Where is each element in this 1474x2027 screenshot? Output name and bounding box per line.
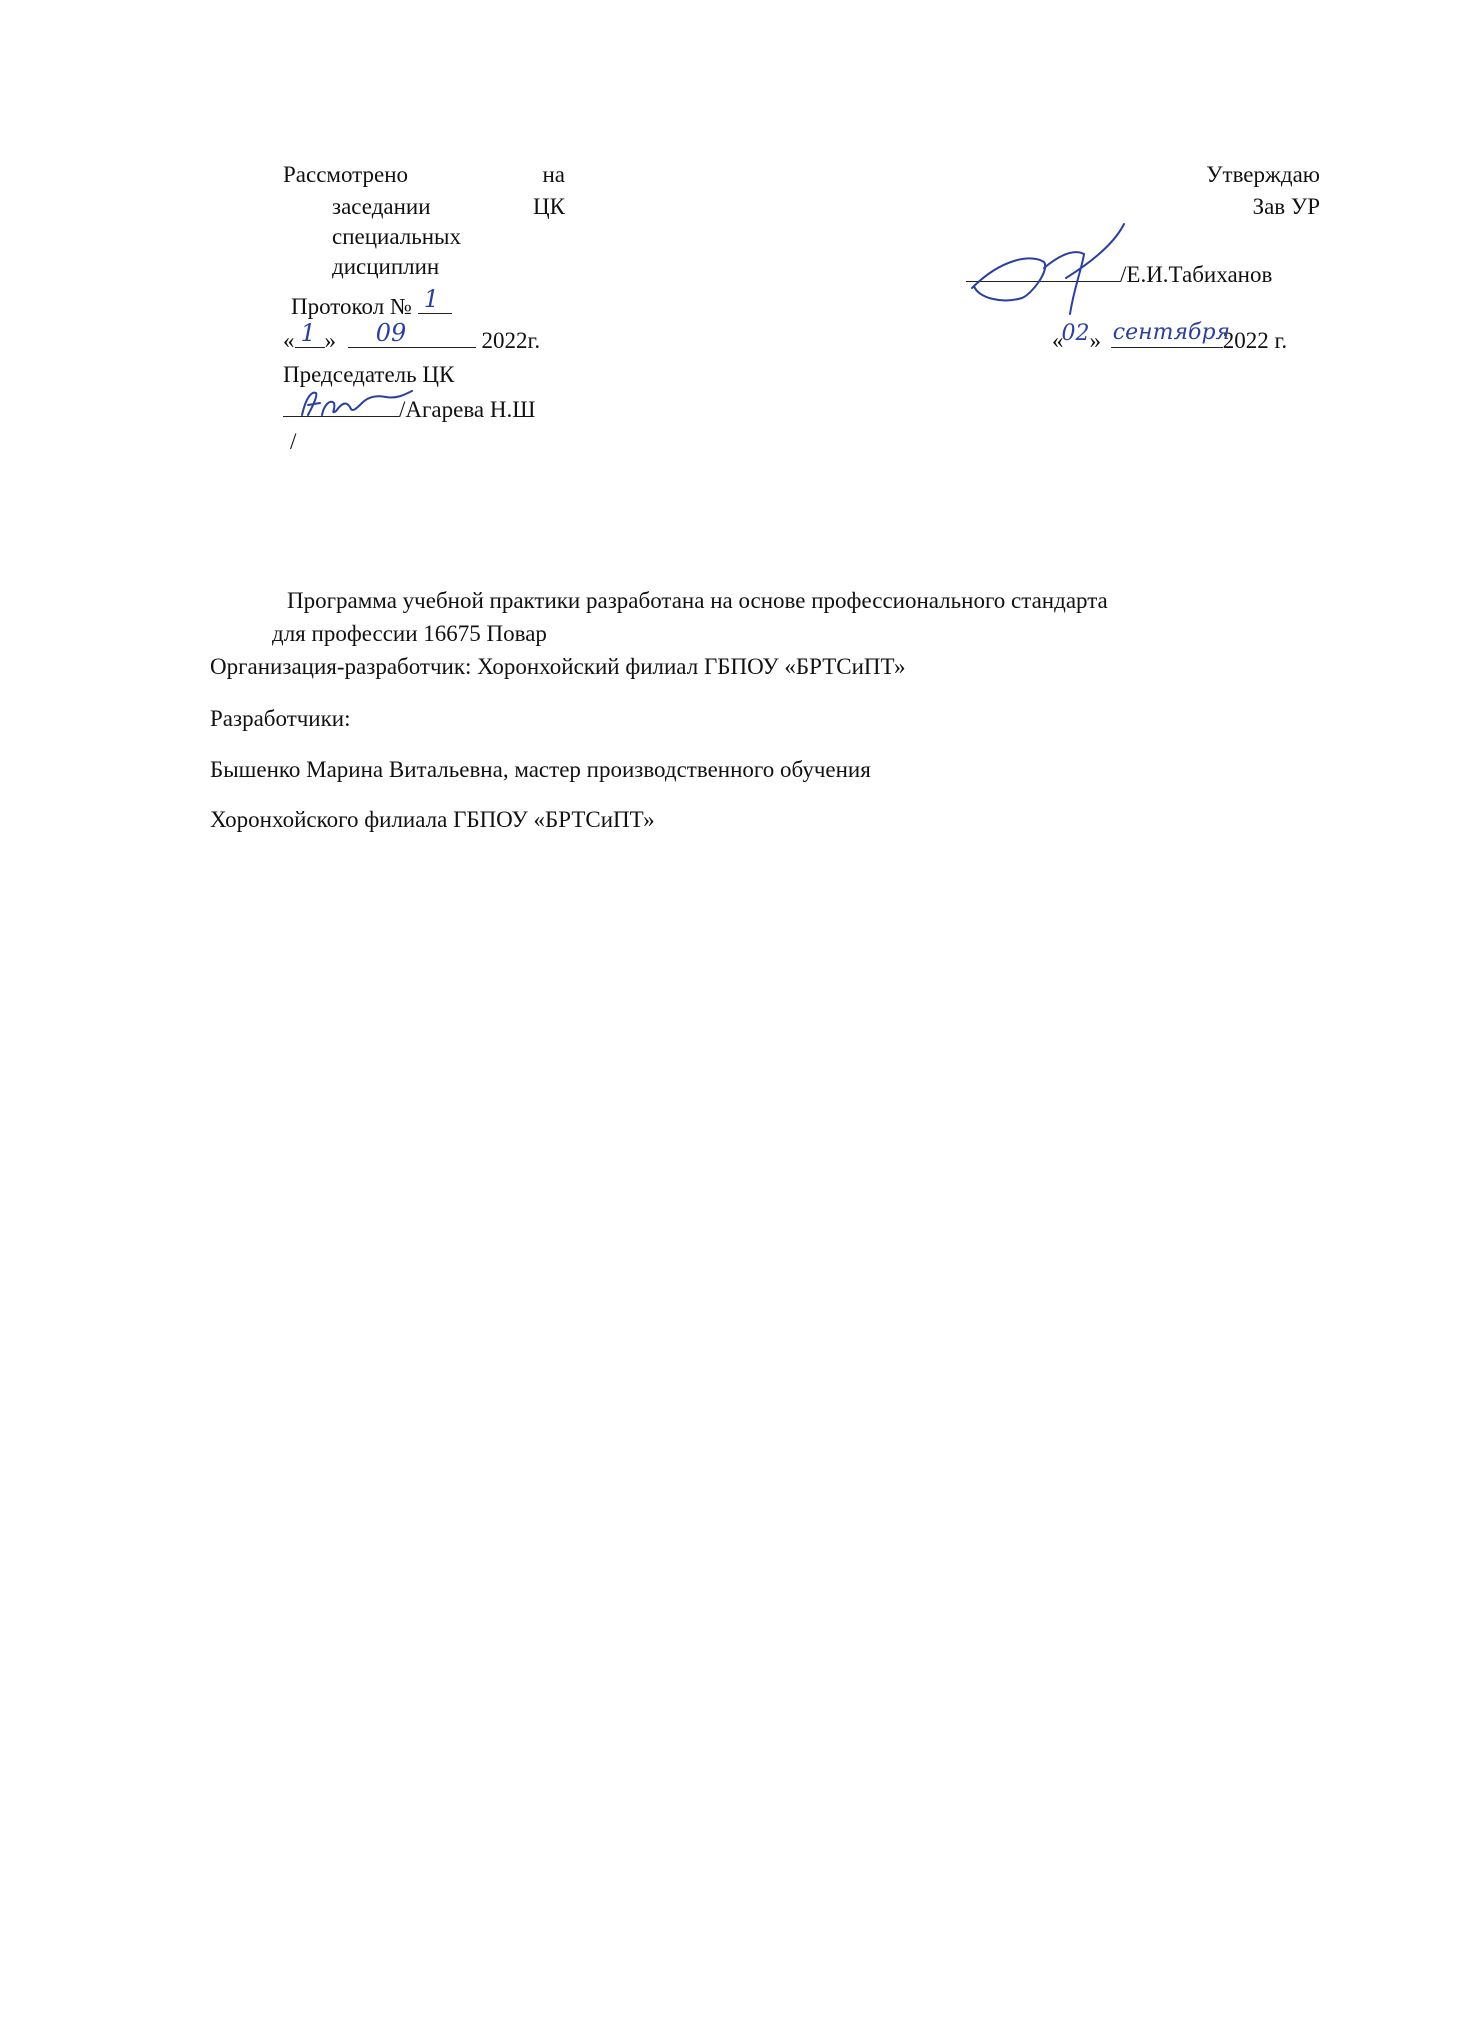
left-date-open-quote: « [283,328,295,353]
reviewed-word: Рассмотрено [283,162,409,187]
protocol-number-field [418,285,452,314]
left-date-month-handwritten: 09 [375,319,407,347]
left-date-month-field [348,319,476,348]
meeting-line [332,193,565,221]
meeting-word: заседании [332,194,431,219]
program-line-1: Программа учебной практики разработана на основе профессионального стандарта [287,588,1108,613]
chair-name: /Агарева Н.Ш [399,397,536,422]
organization-line: Организация-разработчик: Хоронхойский филиал ГБПОУ «БРТСиПТ» [210,654,906,679]
on-word: на [542,162,565,187]
special-line: специальных [332,224,461,249]
ck-word: ЦК [533,194,565,219]
left-date-day-field [295,319,325,348]
left-date-close-quote: » [324,328,336,353]
right-signature-line [966,259,1272,289]
program-line-2: для профессии 16675 Повар [272,621,547,646]
protocol-number-handwritten: 1 [423,285,439,313]
protocol-label: Протокол № [291,294,412,319]
developers-label: Разработчики: [210,706,351,731]
approve-word: Утверждаю [1206,162,1320,187]
reviewed-line [283,161,565,189]
chair-signature-line [283,394,535,424]
chair-signature-field [283,394,399,417]
chair-label: Председатель ЦК [283,362,455,387]
left-date-year: 2022г. [481,328,541,353]
signer-name: /Е.И.Табиханов [1120,262,1273,287]
right-date-line [1052,320,1288,355]
position-word: Зав УР [1252,194,1320,219]
developer-line-2: Хоронхойского филиала ГБПОУ «БРТСиПТ» [210,807,655,832]
right-signature-field [966,259,1120,282]
chair-slash-end: / [290,429,297,454]
left-date-day-handwritten: 1 [300,319,316,347]
developer-line-1: Бышенко Марина Витальевна, мастер производственного обучения [210,757,871,782]
right-date-month-field [1111,320,1231,348]
left-date-line [283,319,541,355]
right-date-year: 2022 г. [1222,328,1288,353]
disciplines-line: дисциплин [332,254,440,279]
right-date-day-field [1061,321,1090,348]
protocol-line [291,285,452,321]
right-date-close-quote: » [1089,328,1101,353]
right-date-month-handwritten: сентября [1112,320,1231,345]
right-date-open-quote: « [1052,328,1064,353]
right-date-day-handwritten: 02 [1061,321,1090,346]
